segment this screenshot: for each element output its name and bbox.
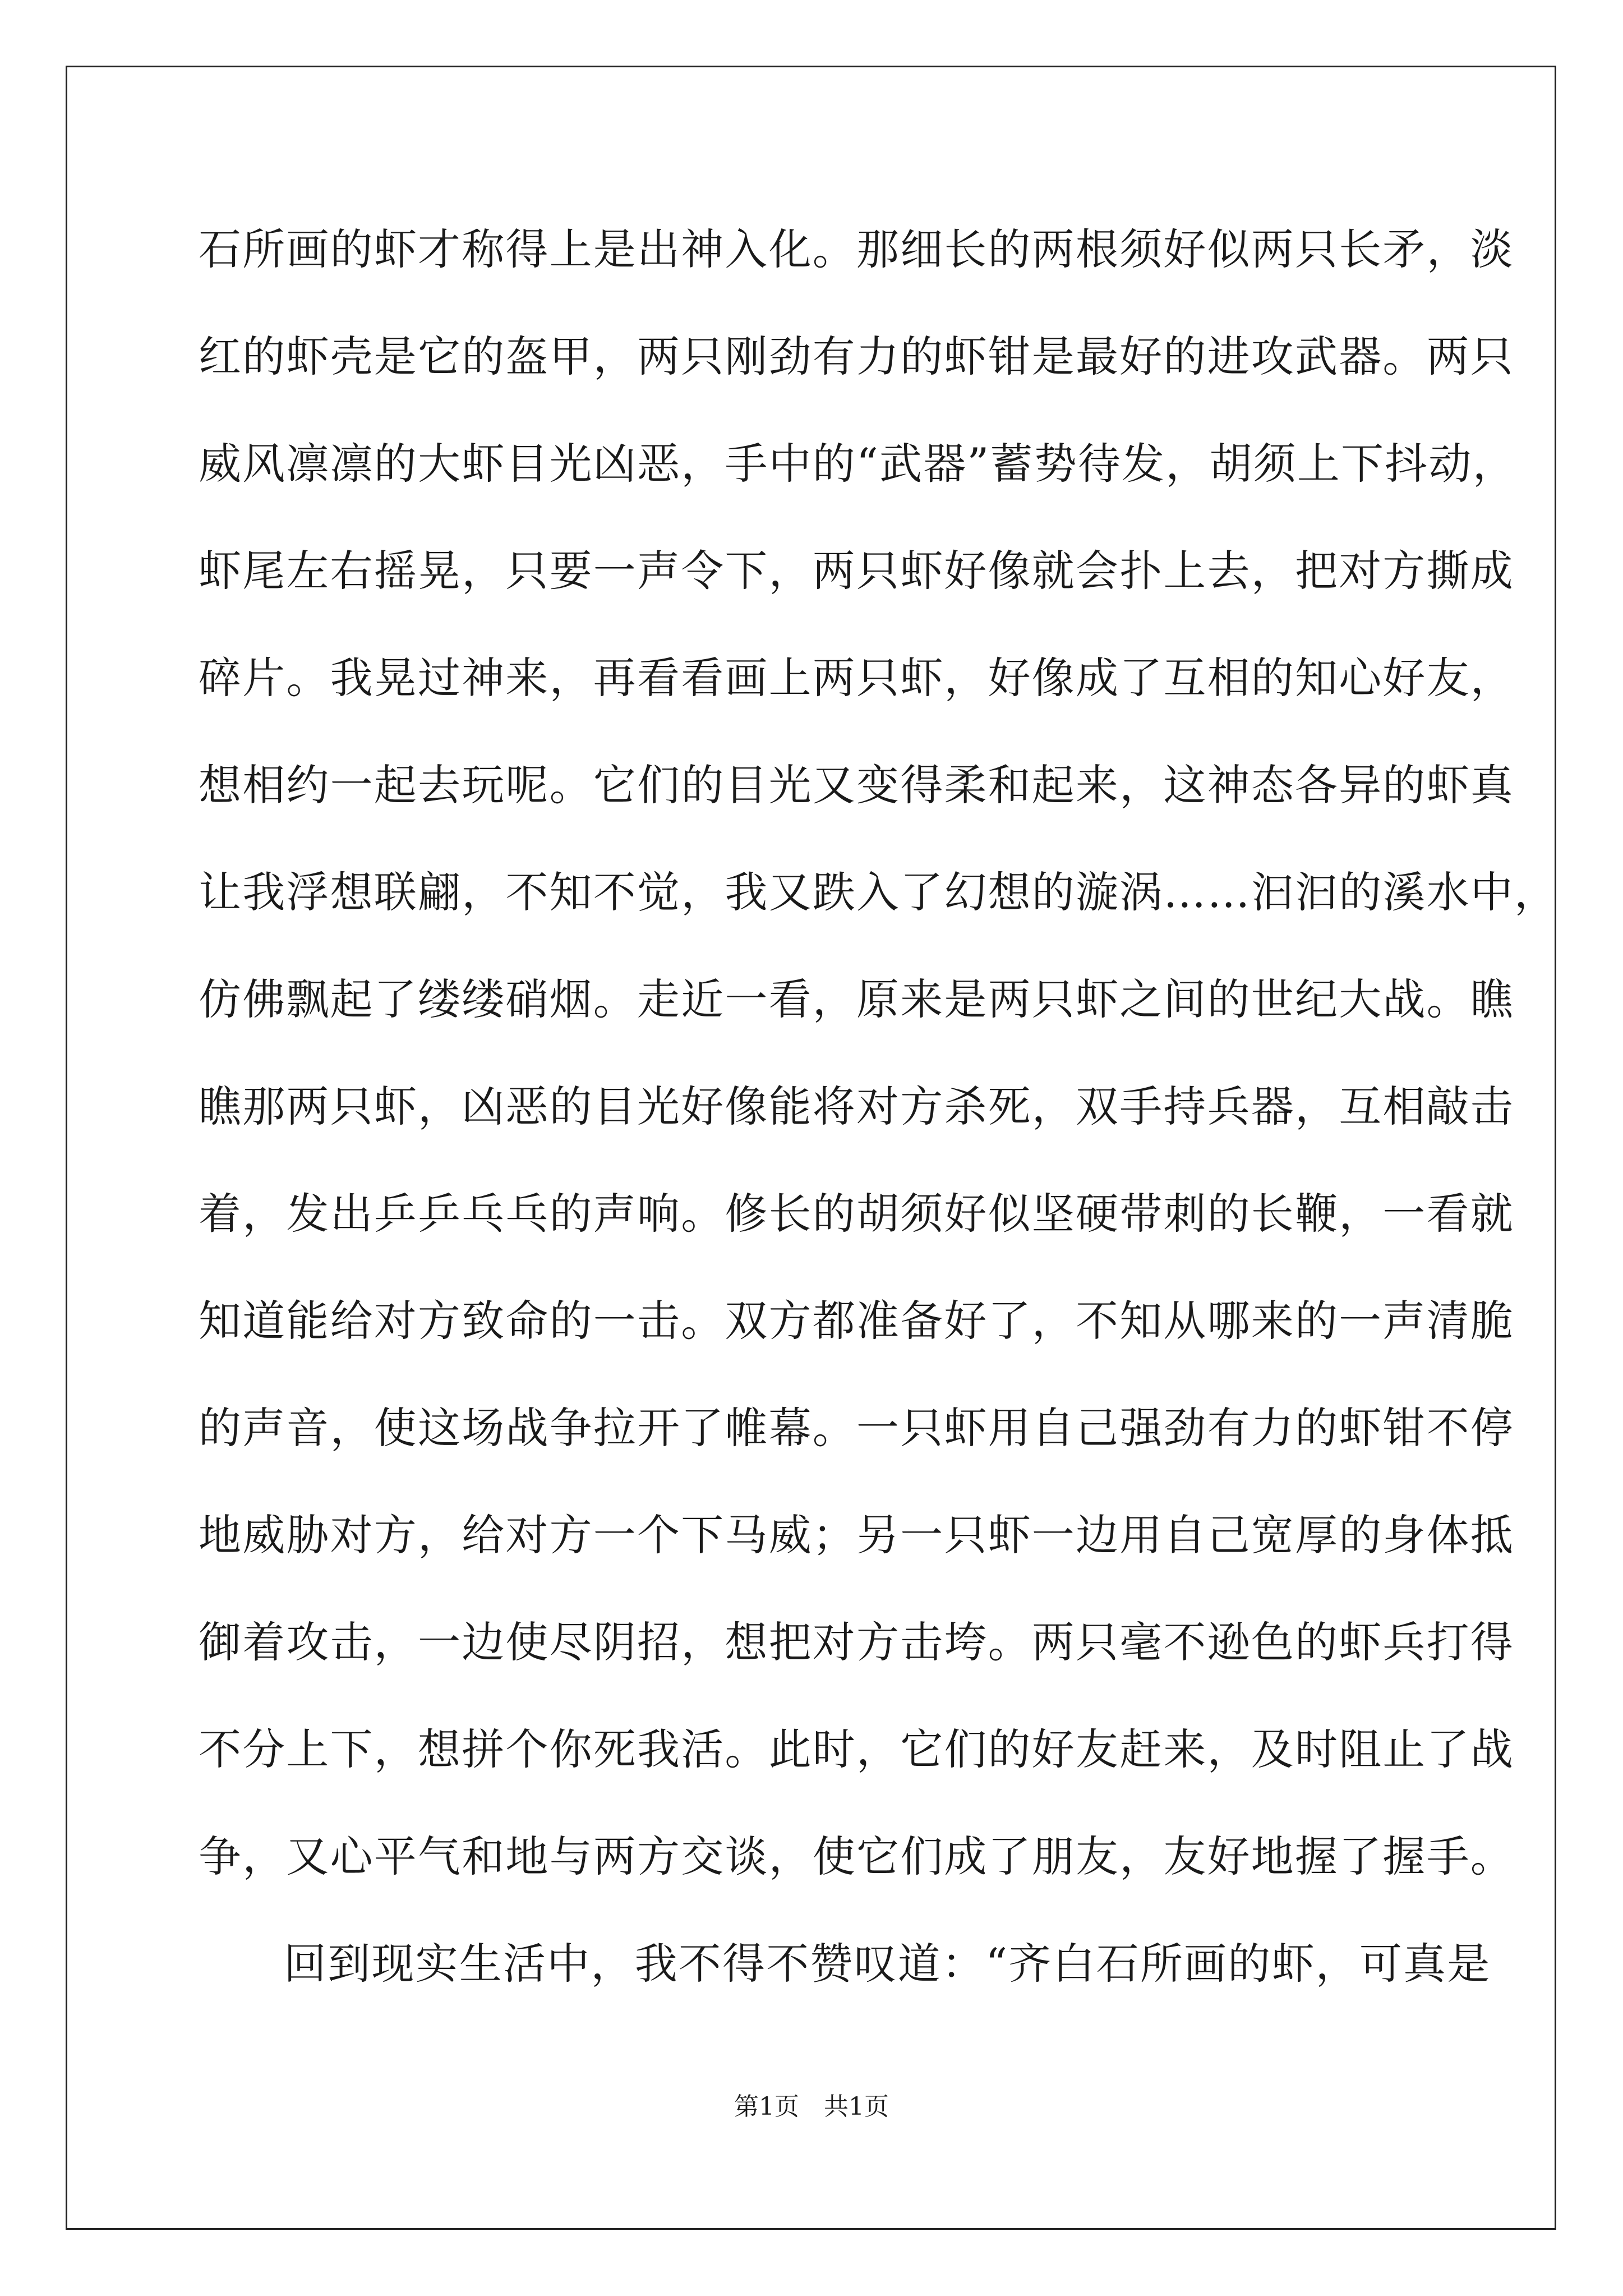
- text-line: 红的虾壳是它的盔甲，两只刚劲有力的虾钳是最好的进攻武器。两只: [199, 332, 1514, 381]
- text-line: 御着攻击，一边使尽阴招，想把对方击垮。两只毫不逊色的虾兵打得: [199, 1617, 1514, 1667]
- page-number-footer: 第1页 共1页: [734, 2092, 889, 2121]
- text-line: 着，发出乒乒乓乓的声响。修长的胡须好似坚硬带刺的长鞭，一看就: [199, 1189, 1514, 1239]
- text-line: 碎片。我晃过神来，再看看画上两只虾，好像成了互相的知心好友，: [199, 653, 1514, 703]
- text-line: 想相约一起去玩呢。它们的目光又变得柔和起来，这神态各异的虾真: [199, 760, 1514, 810]
- text-line: 知道能给对方致命的一击。双方都准备好了，不知从哪来的一声清脆: [199, 1296, 1514, 1346]
- text-line: 的声音，使这场战争拉开了帷幕。一只虾用自己强劲有力的虾钳不停: [199, 1403, 1514, 1453]
- text-line: 让我浮想联翩，不知不觉，我又跌入了幻想的漩涡……汩汩的溪水中，: [199, 867, 1559, 917]
- text-line: 虾尾左右摇晃，只要一声令下，两只虾好像就会扑上去，把对方撕成: [199, 546, 1514, 596]
- text-line: 瞧那两只虾，凶恶的目光好像能将对方杀死，双手持兵器，互相敲击: [199, 1082, 1514, 1131]
- body-text: [199, 216, 1559, 2037]
- text-line: 地威胁对方，给对方一个下马威；另一只虾一边用自己宽厚的身体抵: [199, 1510, 1514, 1560]
- text-line: 争，又心平气和地与两方交谈，使它们成了朋友，友好地握了握手。: [199, 1832, 1514, 1881]
- text-line: 不分上下，想拼个你死我活。此时，它们的好友赶来，及时阻止了战: [199, 1724, 1514, 1774]
- text-line: 威风凛凛的大虾目光凶恶，手中的“武器”蓄势待发，胡须上下抖动，: [199, 439, 1516, 489]
- text-line-indented: 回到现实生活中，我不得不赞叹道：“齐白石所画的虾，可真是: [284, 1939, 1491, 1989]
- text-line: 石所画的虾才称得上是出神入化。那细长的两根须好似两只长矛，淡: [199, 224, 1514, 274]
- text-line: 仿佛飘起了缕缕硝烟。走近一看，原来是两只虾之间的世纪大战。瞧: [199, 974, 1514, 1024]
